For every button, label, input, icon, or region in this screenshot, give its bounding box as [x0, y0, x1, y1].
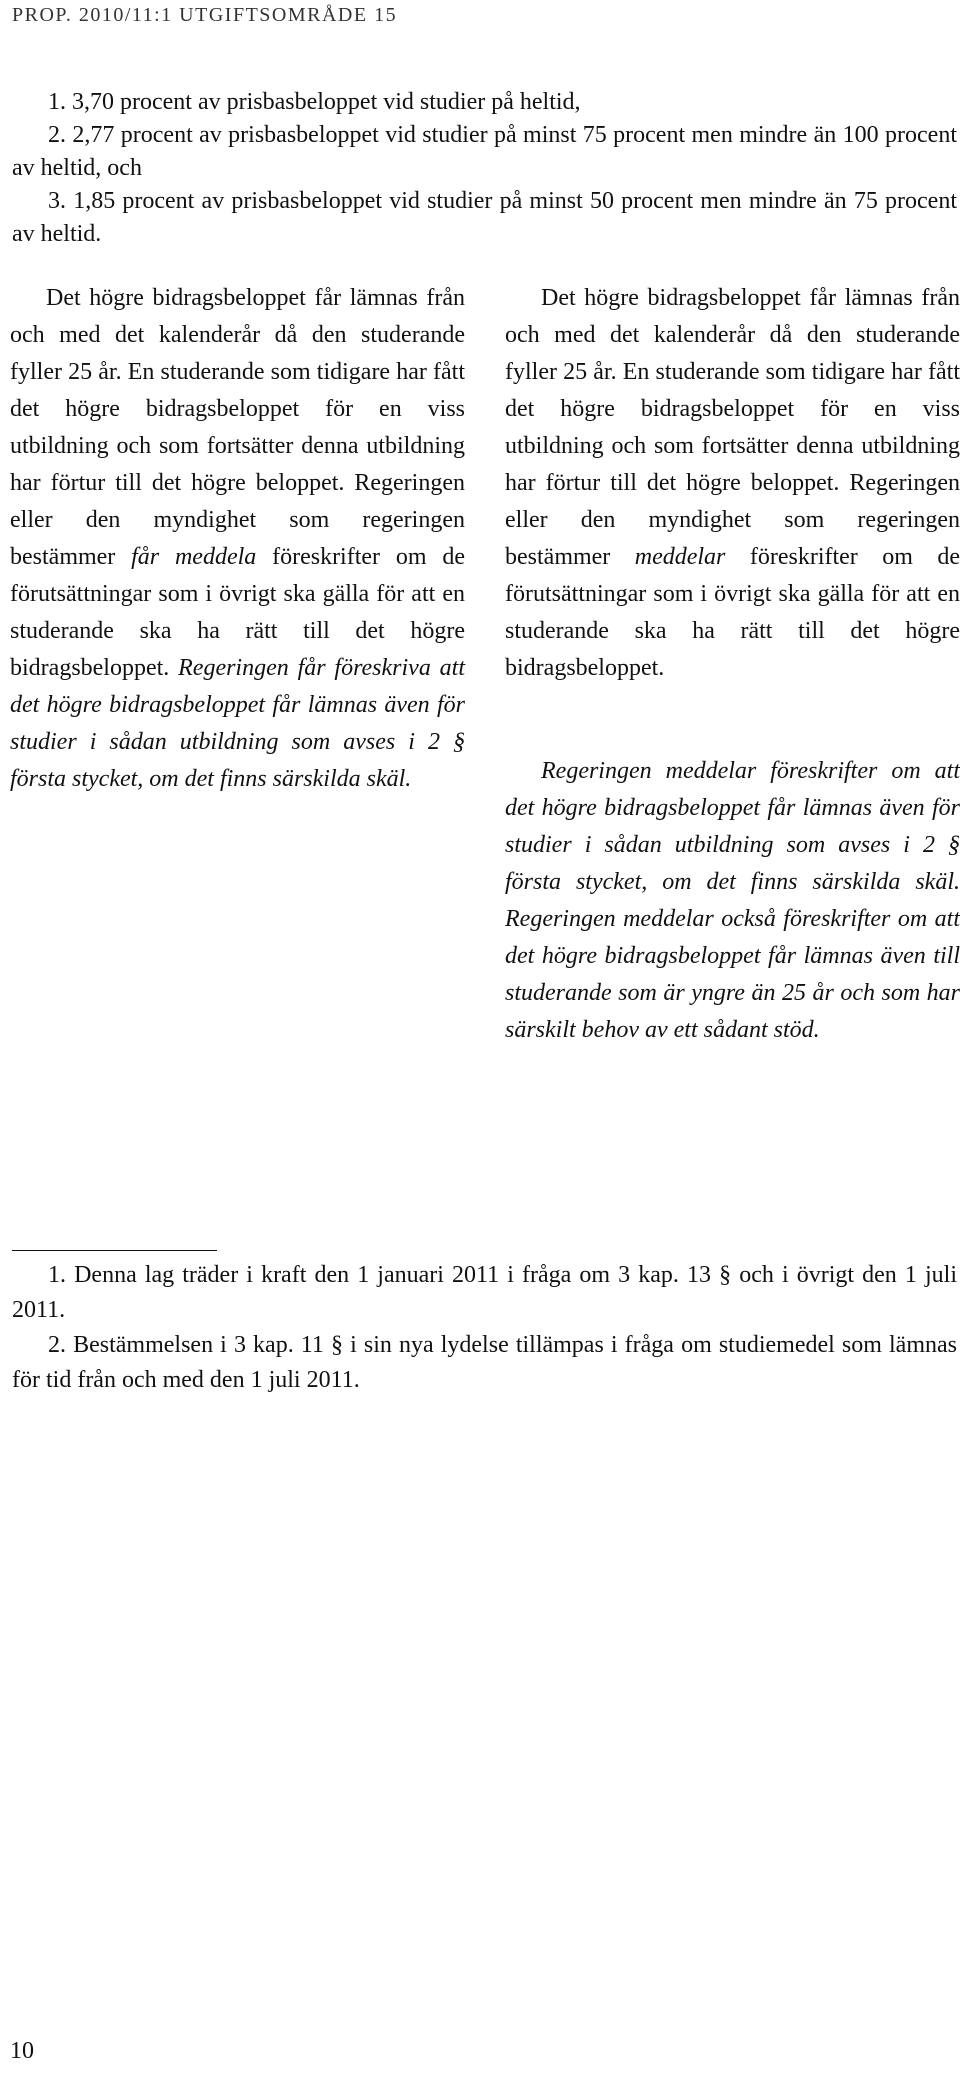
paragraph — [505, 753, 960, 1049]
rate-list — [12, 86, 957, 251]
running-head: PROP. 2010/11:1 UTGIFTSOMRÅDE 15 — [12, 4, 398, 26]
changed-text: Regeringen meddelar föreskrifter om att det högre bidragsbeloppet får lämnas även för studier i sådan utbildning som avses i 2 § första stycket, om det finns särskilda skäl. Regeringen meddelar också föreskrifter om att det högre bidragsbeloppet får lämnas även till studerande som är yngre än 25 år och som har särskilt behov av ett sådant stöd. — [505, 758, 960, 1043]
paragraph-text: Det högre bidragsbeloppet får lämnas från och med det kalenderår då den studerande fyller 25 år. En studerande som tidigare har fått det högre bidragsbeloppet för en viss utbildning och som fortsätter denna utbildning har förtur till det högre beloppet. Regeringen eller den myndighet som regeringen bestämmer — [505, 285, 960, 570]
footnote: 1. Denna lag träder i kraft den 1 januari 2011 i fråga om 3 kap. 13 § och i övrigt den 1 juli 2011. — [12, 1262, 957, 1323]
changed-text: Regeringen får föreskriva att det högre bidragsbeloppet får lämnas även för studier i sådan utbildning som avses i 2 § första stycket, om det finns särskilda skäl. — [10, 655, 465, 792]
current-wording-column — [10, 280, 465, 798]
footnote: 2. Bestämmelsen i 3 kap. 11 § i sin nya lydelse tillämpas i fråga om studiemedel som lämnas för tid från och med den 1 juli 2011. — [12, 1332, 957, 1393]
paragraph-text: föreskrifter om de förutsättningar som i övrigt ska gälla för att en studerande ska ha rätt till det högre bidragsbeloppet. — [10, 544, 466, 681]
footnote-divider — [12, 1250, 217, 1251]
list-item: 3. 1,85 procent av prisbasbeloppet vid studier på minst 50 procent men mindre än 75 procent av heltid. — [12, 188, 957, 247]
paragraph-text: föreskrifter om de förutsättningar som i övrigt ska gälla för att en studerande ska ha rätt till det högre bidragsbeloppet. — [505, 544, 960, 681]
paragraph — [505, 280, 960, 687]
changed-text: meddelar — [634, 544, 726, 570]
proposed-wording-column — [505, 280, 960, 1049]
paragraph — [10, 280, 465, 798]
list-item: 1. 3,70 procent av prisbasbeloppet vid studier på heltid, — [48, 89, 581, 115]
paragraph-text: Det högre bidragsbeloppet får lämnas från och med det kalenderår då den studerande fyller 25 år. En studerande som tidigare har fått det högre bidragsbeloppet för en viss utbildning och som fortsätter denna utbildning har förtur till det högre beloppet. Regeringen eller den myndighet som regeringen bestämmer — [10, 285, 465, 570]
changed-text: får meddela — [131, 544, 257, 570]
footnotes — [12, 1258, 957, 1398]
page-number: 10 — [10, 2038, 34, 2064]
list-item: 2. 2,77 procent av prisbasbeloppet vid studier på minst 75 procent men mindre än 100 procent av heltid, och — [12, 122, 957, 181]
